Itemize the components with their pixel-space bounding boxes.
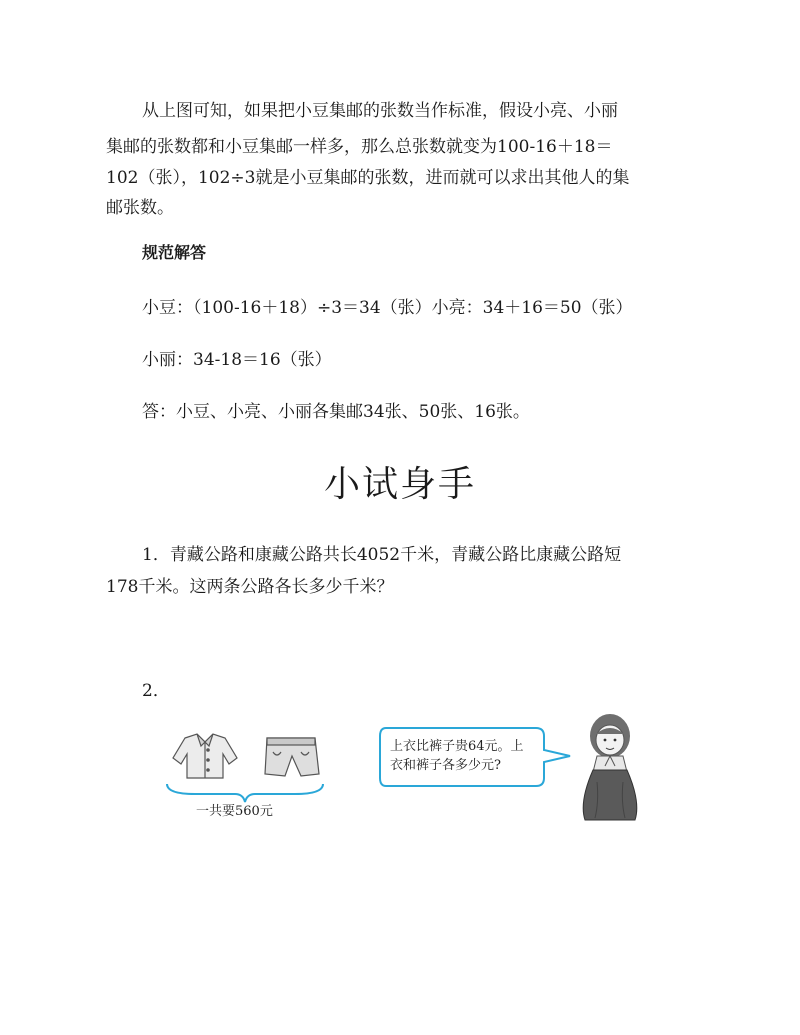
solution-line-1: 小豆：（100-16＋18）÷3＝34（张）小亮：34＋16＝50（张） [142, 298, 633, 318]
speech-bubble-text [390, 737, 550, 775]
total-price-caption: 一共要560元 [196, 804, 273, 819]
pants-icon [265, 738, 319, 776]
explanation-line-3: 102（张），102÷3就是小豆集邮的张数，进而就可以求出其他人的集 [106, 168, 630, 188]
shirt-icon [173, 734, 237, 778]
question-1-line-2: 178千米。这两条公路各长多少千米？ [106, 577, 394, 597]
girl-icon [575, 712, 645, 824]
question-2-number: 2． [142, 681, 170, 701]
solution-heading: 规范解答 [142, 243, 207, 262]
practice-title: 小试身手 [323, 464, 476, 505]
explanation-line-2: 集邮的张数都和小豆集邮一样多，那么总张数就变为100-16＋18＝ [106, 137, 613, 157]
question-1-line-1: 1．青藏公路和康藏公路共长4052千米，青藏公路比康藏公路短 [142, 545, 622, 565]
explanation-line-1: 从上图可知，如果把小豆集邮的张数当作标准，假设小亮、小丽 [142, 101, 618, 121]
solution-answer: 答：小豆、小亮、小丽各集邮34张、50张、16张。 [142, 402, 530, 422]
bubble-line-1: 上衣比裤子贵64元。上 [390, 739, 524, 754]
solution-line-2: 小丽：34-18＝16（张） [142, 350, 332, 370]
explanation-line-4: 邮张数。 [106, 198, 174, 218]
bubble-line-2: 衣和裤子各多少元? [390, 758, 501, 773]
